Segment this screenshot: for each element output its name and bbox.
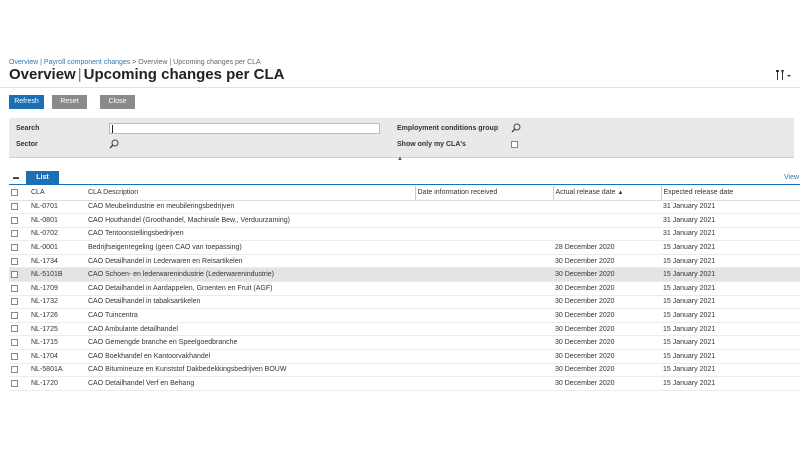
cell-description: CAO Houthandel (Groothandel, Machinale Bew., Verduurzaming) <box>86 214 415 228</box>
cell-cla: NL-0701 <box>29 200 86 214</box>
cell-date-info <box>415 350 553 364</box>
cell-description: CAO Gemengde branche en Speelgoedbranche <box>86 336 415 350</box>
cell-expected-release: 15 January 2021 <box>661 377 800 391</box>
cell-description: CAO Detailhandel in tabaksartikelen <box>86 295 415 309</box>
cell-expected-release: 15 January 2021 <box>661 322 800 336</box>
cell-cla: NL-1709 <box>29 282 86 296</box>
cell-description: CAO Detailhandel in Lederwaren en Reisartikelen <box>86 254 415 268</box>
cell-actual-release: 30 December 2020 <box>553 322 661 336</box>
row-checkbox[interactable] <box>11 230 18 237</box>
table-row[interactable] <box>9 295 800 309</box>
cell-expected-release: 15 January 2021 <box>661 254 800 268</box>
cell-actual-release <box>553 227 661 241</box>
cell-cla: NL-1732 <box>29 295 86 309</box>
table-row[interactable] <box>9 322 800 336</box>
cell-description: CAO Detailhandel Verf en Behang <box>86 377 415 391</box>
cell-actual-release <box>553 200 661 214</box>
chevron-up-icon[interactable]: ▲ <box>397 156 403 162</box>
sort-ascending-icon: ▲ <box>617 190 624 197</box>
cell-date-info <box>415 377 553 391</box>
cell-actual-release: 30 December 2020 <box>553 363 661 377</box>
cell-description: CAO Boekhandel en Kantoorvakhandel <box>86 350 415 364</box>
page-title-sub: Upcoming changes per CLA <box>83 66 285 83</box>
row-select-cell <box>9 268 29 282</box>
cell-actual-release: 30 December 2020 <box>553 309 661 323</box>
table-header-row <box>9 186 800 200</box>
row-select-cell <box>9 282 29 296</box>
table-row[interactable] <box>9 200 800 214</box>
cell-cla: NL-5801A <box>29 363 86 377</box>
cell-expected-release: 15 January 2021 <box>661 282 800 296</box>
row-select-cell <box>9 322 29 336</box>
cell-date-info <box>415 200 553 214</box>
table-row[interactable] <box>9 282 800 296</box>
search-label: Search <box>16 125 40 132</box>
row-select-cell <box>9 295 29 309</box>
cell-cla: NL-1725 <box>29 322 86 336</box>
cell-expected-release: 15 January 2021 <box>661 350 800 364</box>
row-select-cell <box>9 363 29 377</box>
table-row[interactable] <box>9 214 800 228</box>
cell-actual-release: 28 December 2020 <box>553 241 661 255</box>
cell-description: CAO Bitumineuze en Kunststof Dakbedekkingsbedrijven BOUW <box>86 363 415 377</box>
cell-actual-release: 30 December 2020 <box>553 295 661 309</box>
cell-description: CAO Ambulante detailhandel <box>86 322 415 336</box>
cell-date-info <box>415 309 553 323</box>
cell-actual-release: 30 December 2020 <box>553 377 661 391</box>
row-select-cell <box>9 254 29 268</box>
row-checkbox[interactable] <box>11 203 18 210</box>
cell-date-info <box>415 268 553 282</box>
select-all-checkbox[interactable] <box>11 189 18 196</box>
cell-cla: NL-0801 <box>29 214 86 228</box>
row-select-cell <box>9 227 29 241</box>
cla-table <box>9 186 800 391</box>
row-select-cell <box>9 200 29 214</box>
tab-underline <box>9 184 800 185</box>
table-row[interactable] <box>9 268 800 282</box>
cell-date-info <box>415 214 553 228</box>
row-checkbox[interactable] <box>11 312 18 319</box>
cell-description: CAO Detailhandel in Aardappelen, Groenten en Fruit (AGF) <box>86 282 415 296</box>
employment-group-lookup-magnifier-icon[interactable] <box>511 123 521 133</box>
cell-date-info <box>415 295 553 309</box>
view-link[interactable]: View <box>784 174 800 181</box>
breadcrumb <box>9 59 261 66</box>
column-header-expected-release[interactable]: Expected release date <box>661 186 800 200</box>
breadcrumb-current: Overview | Upcoming changes per CLA <box>138 59 261 66</box>
cell-cla: NL-1734 <box>29 254 86 268</box>
column-header-date-info[interactable]: Date information received <box>415 186 553 200</box>
page-title-main: Overview <box>9 66 76 83</box>
page-title <box>9 66 284 83</box>
row-select-cell <box>9 214 29 228</box>
employment-conditions-group-label: Employment conditions group <box>397 125 499 132</box>
row-checkbox[interactable] <box>11 258 18 265</box>
cell-expected-release: 15 January 2021 <box>661 268 800 282</box>
cell-cla: NL-1704 <box>29 350 86 364</box>
row-checkbox[interactable] <box>11 339 18 346</box>
row-select-cell <box>9 350 29 364</box>
reset-button[interactable]: Reset <box>52 95 87 109</box>
search-input[interactable] <box>109 123 380 134</box>
cell-date-info <box>415 322 553 336</box>
cell-expected-release: 15 January 2021 <box>661 295 800 309</box>
row-checkbox[interactable] <box>11 366 18 373</box>
sector-lookup-magnifier-icon[interactable] <box>109 139 119 149</box>
table-row[interactable] <box>9 363 800 377</box>
row-checkbox[interactable] <box>11 244 18 251</box>
cell-expected-release: 15 January 2021 <box>661 309 800 323</box>
row-checkbox[interactable] <box>11 271 18 278</box>
cell-cla: NL-1715 <box>29 336 86 350</box>
table-row[interactable] <box>9 377 800 391</box>
table-row[interactable] <box>9 254 800 268</box>
table-row[interactable] <box>9 336 800 350</box>
cell-actual-release: 30 December 2020 <box>553 350 661 364</box>
cell-date-info <box>415 241 553 255</box>
row-checkbox[interactable] <box>11 325 18 332</box>
cell-date-info <box>415 227 553 241</box>
tab-strip <box>0 171 800 185</box>
column-header-actual-release[interactable] <box>553 186 661 200</box>
cell-description: CAO Tuincentra <box>86 309 415 323</box>
table-row[interactable] <box>9 309 800 323</box>
cell-actual-release: 30 December 2020 <box>553 254 661 268</box>
cell-actual-release: 30 December 2020 <box>553 282 661 296</box>
breadcrumb-link-payroll-changes[interactable]: Payroll component changes <box>43 59 131 66</box>
header-divider <box>0 87 800 88</box>
breadcrumb-link-overview[interactable]: Overview <box>9 59 39 66</box>
select-all-cell <box>9 186 29 200</box>
column-header-description[interactable]: CLA Description <box>86 186 415 200</box>
sector-label: Sector <box>16 141 38 148</box>
row-checkbox[interactable] <box>11 285 18 292</box>
filter-panel <box>9 118 794 162</box>
cell-date-info <box>415 336 553 350</box>
text-cursor <box>112 125 113 133</box>
cell-description: Bedrijfseigenregeling (geen CAO van toepassing) <box>86 241 415 255</box>
breadcrumb-separator: | <box>38 59 44 66</box>
wrench-screwdriver-icon[interactable] <box>774 69 792 81</box>
cell-cla: NL-0001 <box>29 241 86 255</box>
cell-expected-release: 31 January 2021 <box>661 214 800 228</box>
row-checkbox[interactable] <box>11 380 18 387</box>
row-select-cell <box>9 336 29 350</box>
row-checkbox[interactable] <box>11 298 18 305</box>
close-button[interactable]: Close <box>100 95 135 109</box>
cell-cla: NL-5101B <box>29 268 86 282</box>
cell-actual-release: 30 December 2020 <box>553 268 661 282</box>
cell-description: CAO Schoen- en lederwarenindustrie (Lederwarenindustrie) <box>86 268 415 282</box>
cell-expected-release: 31 January 2021 <box>661 200 800 214</box>
row-checkbox[interactable] <box>11 353 18 360</box>
table-row[interactable] <box>9 227 800 241</box>
cell-expected-release: 15 January 2021 <box>661 363 800 377</box>
tab-list[interactable]: List <box>26 171 59 185</box>
cell-date-info <box>415 282 553 296</box>
refresh-button[interactable]: Refresh <box>9 95 44 109</box>
cell-date-info <box>415 254 553 268</box>
table-row[interactable] <box>9 350 800 364</box>
cell-expected-release: 15 January 2021 <box>661 241 800 255</box>
page-title-separator: | <box>77 66 82 83</box>
column-header-cla[interactable]: CLA <box>29 186 86 200</box>
show-only-my-cla-label: Show only my CLA's <box>397 141 466 148</box>
cell-actual-release <box>553 214 661 228</box>
show-only-my-cla-checkbox[interactable] <box>511 141 518 148</box>
cell-date-info <box>415 363 553 377</box>
cell-actual-release: 30 December 2020 <box>553 336 661 350</box>
table-body <box>9 200 800 390</box>
column-header-actual-release-label: Actual release date <box>555 189 616 197</box>
table-row[interactable] <box>9 241 800 255</box>
cell-cla: NL-1720 <box>29 377 86 391</box>
breadcrumb-separator: > <box>130 59 139 66</box>
row-checkbox[interactable] <box>11 217 18 224</box>
cell-expected-release: 15 January 2021 <box>661 336 800 350</box>
row-select-cell <box>9 241 29 255</box>
cell-expected-release: 31 January 2021 <box>661 227 800 241</box>
cell-description: CAO Tentoonstellingsbedrijven <box>86 227 415 241</box>
row-select-cell <box>9 377 29 391</box>
cell-description: CAO Meubelindustrie en meubileringsbedrijven <box>86 200 415 214</box>
cell-cla: NL-0702 <box>29 227 86 241</box>
collapse-toggle-icon[interactable]: ▬ <box>13 175 19 181</box>
cell-cla: NL-1726 <box>29 309 86 323</box>
row-select-cell <box>9 309 29 323</box>
